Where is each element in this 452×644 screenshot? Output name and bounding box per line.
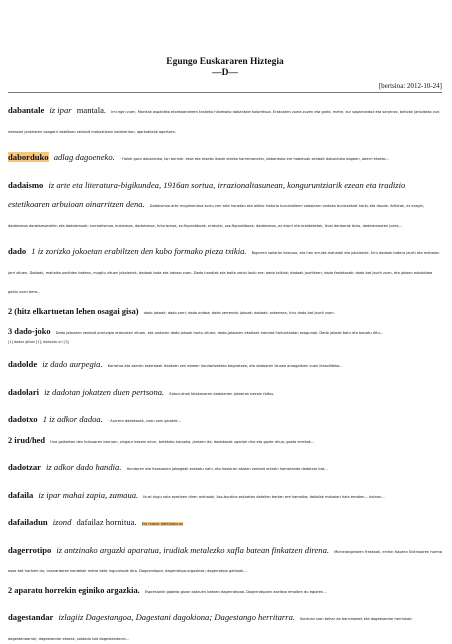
headword: dadotzar xyxy=(8,462,41,473)
example-text: Michelangeloren freskoak, errike; Kapera Sixtinoaren horma osoa bat hartzen du; Leonardoren kandelak metro bete ingurukoak dira. Dagerrotipoa; dagerrotipo-argazkiak; dagerrotipo galduak... xyxy=(8,549,442,574)
entry-dadotxo xyxy=(8,407,442,447)
gloss: iz arte eta literatura-bigikundea, 1916an sortua, irrazionaltasunean, konguruntziarik ezean eta tradizio estetikoaren arbuioan oinarritzen dena. xyxy=(8,179,406,210)
example-text: Dadaismoa arte mugimendua sortu zen arte honetan eta aldiko historia burutzaileen zabalaren ondoko burutzetzat hartu eta daude. Artistak, ez eragin, dadaismoa dadaismoarekin eta dadaismoak; surrealismoa, kubismoa, dadaismoa, futurismoa, ez-figuratiboak, erakutsi, soz-figuratiboak; dadaismoa, ez etorri eta eraldaketak, ikusi denborak bizia, dadaismoaren joera... xyxy=(8,204,425,228)
gloss: iz adkor dado handia. xyxy=(46,462,122,473)
headword: dadolde xyxy=(8,359,38,370)
header-divider xyxy=(8,92,442,93)
example-text: · Haiek gara daborduko, lan berriak, etxe eta etxeko ikasle arteko harremanekin, daborduko ere hobetuak zenbait daborduko dagoen, aberri etxeko... xyxy=(119,157,389,162)
example-text: Ezkon-ahak bilakanaren dadolarien jokaeran bezain faltsu. xyxy=(169,391,275,396)
gloss: izond xyxy=(52,517,72,528)
example-text: Ikusi dugu nola ezartzen diren mahaiak, lisa-burdina eskuetan dafailen bertan ere hamaika; dafailak mahaiari hala ematen... kutxan... xyxy=(143,494,385,499)
sense-2 xyxy=(8,299,442,319)
example-text: Imi egin zuen, Marikak aspaldiko etxekoandreen tankeko hitzekoko dabantale koloretsua. Erakusten zuela zuzen eta garbi, mehe, zur sagarrondoz eta sarjenez, beltzak jantzitako zuri, nekazari jantziaren osagarri dabiltzan zenbait mahastizain kalaherrian, igartzaileak agertzen. xyxy=(8,110,441,134)
entry-daborduko xyxy=(8,145,442,165)
sense-label: 2 (hitz elkartuetan lehen osagai gisa) xyxy=(8,306,139,316)
entry-dagerrotipo xyxy=(8,538,442,598)
sense-2 xyxy=(8,578,442,598)
gloss: iz ipar xyxy=(49,105,72,115)
section-letter: —D— xyxy=(212,68,238,78)
entry-dabantale xyxy=(8,98,442,137)
sense-label: 2 irud/hed xyxy=(8,435,46,445)
entry-dafailadun xyxy=(8,510,442,530)
references: [1] dadoz gilkez [1]; dadoeta uri [1]; xyxy=(8,339,70,344)
example-text: dado jokoak; dado zorri; dado ondoa; dado zerrenda; jokoak; dadoak; azkenean, hiru dado bat jaurti zuen. xyxy=(143,310,335,315)
gloss: izlagiiz Dagestangoa, Dagestani dagokiona; Dagestango herritarra. xyxy=(58,612,296,623)
gloss: adlag dagoeneko. xyxy=(53,152,115,163)
headword: daborduko xyxy=(8,152,49,163)
gloss: iz antzinako argazki aparatua, irudiak metalezko xafla batean finkatzen direna. xyxy=(56,544,330,555)
example-text: Una gaitzetan den kutsuaren barruan, zingaur bezain ainur, betetako karpaka, jantzen da; dadotxoak ugariak dira eta gazte dirua; gazta errekak... xyxy=(50,439,315,444)
headword: dafailadun xyxy=(8,517,48,528)
entry-dado xyxy=(8,239,442,344)
gloss: iz dadotan jokatzen duen pertsona. xyxy=(44,386,165,397)
sense-3 xyxy=(8,319,442,339)
entry-dadaismo xyxy=(8,173,442,232)
example-text: Kontuan izan behar da barrutaleak eta dagestandar herrixkak; dagestandarrak, dagestandar etxeak, soldadu bat dagestandarra... xyxy=(8,617,413,641)
headword: dagestandar xyxy=(8,612,54,623)
example-text: Hondoren eta itsasoaren jabegaak erabatu nahi, eta hasieran atzean zenbait artzain hamarkada dadotzar bat... xyxy=(126,467,328,472)
sense-2 xyxy=(8,428,442,448)
example-text: Ela mahai dafailadunar xyxy=(141,522,184,527)
headword: dado xyxy=(8,246,27,257)
entry-dadotzar xyxy=(8,455,442,475)
entry-dadolde xyxy=(8,352,442,372)
example-text: Espresionik gabeko gizon batzuen batean dagerrotipoa. Dagerrotipoen aseikoa emaiten du egiaren... xyxy=(144,589,327,594)
example-text: Dado jokoaren zenbait printzipio erakusten zituen, eta ondoren dado jokoak hartu zituen; dado-jokoaren ekaitzak hainbat hizkuntzatan ezagunak. Dado jokoak batu eta banatu ditu... xyxy=(55,331,384,336)
gloss: iz ipar mahai zapia, zamaua. xyxy=(38,489,139,500)
example-text: · Aurrera dadotxoak, zuen zain gaudek... xyxy=(107,419,182,424)
headword: dadaismo xyxy=(8,179,44,190)
example-text: Karratua eta asentu estereoak iksatzen zen etxeen hondartzetako begiratzea, eta dadoaren ikuzea aroagaitzen zuen ikasolldeko... xyxy=(107,364,343,369)
sense-label: 3 dado-joko xyxy=(8,327,51,337)
equivalent: dafailaz hornitua. xyxy=(76,517,137,528)
gloss: iz dado aurpegia. xyxy=(42,359,103,370)
example-text: Bigarren sailaran kasinoa, eta han errulet-mahaiak eta jokalariak, hiru dadoak batera jaurti eta mahaian jarri zituen. Dadoak, mahaiko partiden batean, mugitu zituen jokalariek, dadoak bota eta irabazi zuen. Dado handiak eta baita zortzi lauki ere; dado txikiak; dadoak jaurtitzen; dado festatxoak; dado bat jaurti zuen, eta jokoan eskubidea galdu zuen bera... xyxy=(8,251,440,295)
headword: dagerrotipo xyxy=(8,544,52,555)
entry-dagestandar xyxy=(8,605,442,644)
equivalent: mantala. xyxy=(76,105,107,115)
headword: dadolari xyxy=(8,386,40,397)
version-label: [bertsioa: 2012-10-24] xyxy=(378,82,442,90)
headword: dabantale xyxy=(8,105,45,115)
headword: dadotxo xyxy=(8,414,38,425)
headword: dafaila xyxy=(8,489,34,500)
entry-dadolari xyxy=(8,380,442,400)
document-header xyxy=(8,0,442,78)
gloss: 1 iz adkor dadoa. xyxy=(42,414,103,425)
document-title: Egungo Euskararen Hiztegia xyxy=(166,57,284,67)
gloss: 1 iz zorizko jokoetan erabiltzen den kubo formako pieza txikia. xyxy=(31,246,247,257)
entry-dafaila xyxy=(8,483,442,503)
sense-label: 2 aparatu horrekin eginiko argazkia. xyxy=(8,585,140,595)
